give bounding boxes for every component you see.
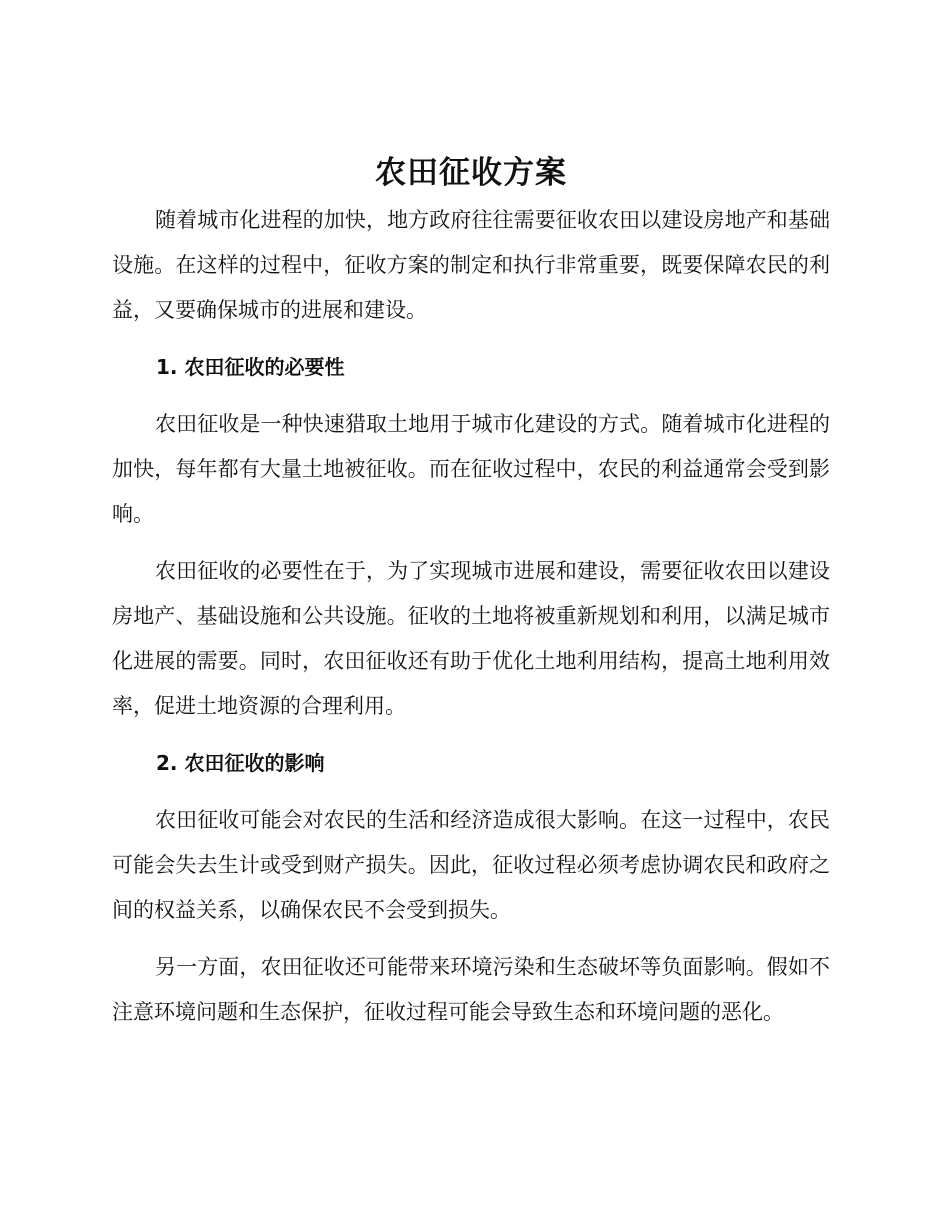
spacer [112,390,830,402]
section-2-paragraph-2: 另一方面，农田征收还可能带来环境污染和生态破坏等负面影响。假如不注意环境问题和生态保护，征收过程可能会导致生态和环境问题的恶化。 [112,955,830,1024]
section-heading-necessity: 1. 农田征收的必要性 [156,355,345,379]
section-1-paragraph-1: 农田征收是一种快速猎取土地用于城市化建设的方式。随着城市化进程的加快，每年都有大量土地被征收。而在征收过程中，农民的利益通常会受到影响。 [112,412,830,526]
spacer [112,933,830,945]
section-heading-impact: 2. 农田征收的影响 [156,751,325,775]
spacer [112,786,830,798]
spacer [112,537,830,549]
document-title: 农田征收方案 [375,155,567,191]
spacer [112,333,830,345]
section-1-paragraph-2: 农田征收的必要性在于，为了实现城市进展和建设，需要征收农田以建设房地产、基础设施和公共设施。征收的土地将被重新规划和利用，以满足城市化进展的需要。同时，农田征收还有助于优化土地利用结构，提高土地利用效率，促进土地资源的合理利用。 [112,559,830,718]
section-2-paragraph-1: 农田征收可能会对农民的生活和经济造成很大影响。在这一过程中，农民可能会失去生计或受到财产损失。因此，征收过程必须考虑协调农民和政府之间的权益关系，以确保农民不会受到损失。 [112,808,830,922]
intro-paragraph: 随着城市化进程的加快，地方政府往往需要征收农田以建设房地产和基础设施。在这样的过程中，征收方案的制定和执行非常重要，既要保障农民的利益，又要确保城市的进展和建设。 [112,208,830,322]
spacer [112,729,830,741]
document-page [112,148,830,1035]
